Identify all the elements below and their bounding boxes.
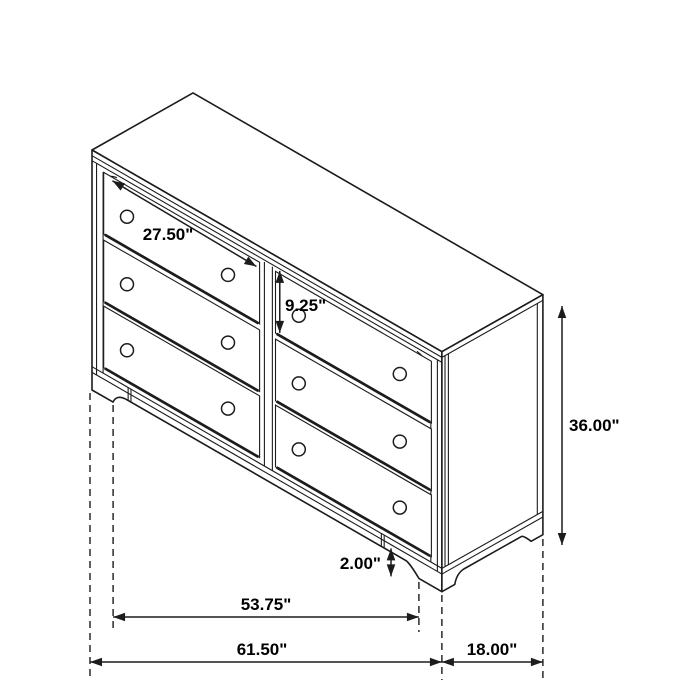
drawer-knob — [121, 278, 134, 291]
drawer-knob — [292, 443, 305, 456]
drawer-knob — [292, 377, 305, 390]
dim-label-drawer-front-height: 9.25" — [285, 296, 327, 315]
dim-label-foot-clearance: 2.00" — [339, 554, 381, 573]
dim-label-feet-inner-span: 53.75" — [240, 595, 292, 614]
drawer-knob — [222, 402, 235, 415]
dim-label-overall-height: 36.00" — [569, 416, 620, 435]
drawer-knob — [222, 268, 235, 281]
drawer-knob — [393, 368, 406, 381]
drawer-knob — [393, 435, 406, 448]
dim-label-drawer-width: 27.50" — [142, 225, 194, 244]
drawer-knob — [393, 501, 406, 514]
dim-label-overall-width: 61.50" — [236, 640, 288, 659]
drawer-knob — [121, 210, 134, 223]
dim-label-overall-depth: 18.00" — [466, 640, 518, 659]
drawer-knob — [121, 344, 134, 357]
drawer-knob — [222, 336, 235, 349]
